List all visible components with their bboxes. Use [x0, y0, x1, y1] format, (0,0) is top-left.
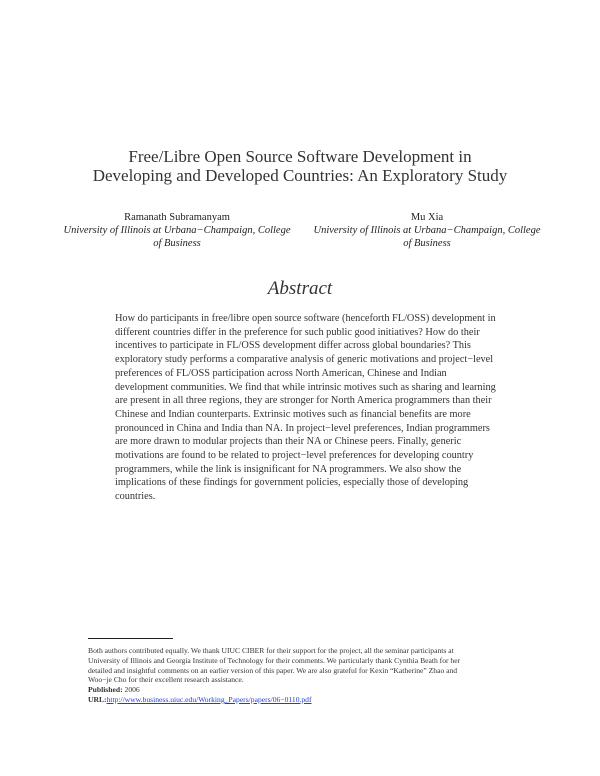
abstract-line: motivations are found to be related to project−level preferences for developing country [115, 450, 474, 462]
paper-url-link[interactable]: http://www.business.uiuc.edu/Working_Papers/papers/06−0110.pdf [106, 694, 312, 704]
abstract-line: development communities. We find that while intrinsic motives such as sharing and learning [115, 381, 496, 393]
abstract-line: different countries differ in the preference for such public good initiatives? How do their [115, 326, 480, 338]
author-affiliation: of Business [153, 238, 201, 249]
author-affiliation: University of Illinois at Urbana−Champaign, College [63, 225, 291, 236]
footnote-line: Woo−je Cho for their excellent research assistance. [88, 675, 244, 685]
published-label: Published: [88, 685, 123, 695]
url-line [88, 695, 528, 705]
footnote-line: University of Illinois and Georgia Institute of Technology for their comments. We particularly thank Cynthia Beath for her [88, 655, 461, 665]
footnote-line: Both authors contributed equally. We thank UIUC CIBER for their support for the project, all the seminar participants at [88, 646, 454, 655]
abstract-line: Chinese and Indian counterparts. Extrinsic motives such as financial benefits are more [115, 408, 471, 420]
footnote-divider [88, 638, 173, 639]
abstract-line: exploratory study performs a comparative analysis of generic motivations and project−level [115, 354, 494, 366]
abstract-body [115, 312, 495, 504]
abstract-line: implications of these findings for government policies, especially those of developing [115, 477, 469, 489]
url-label: URL: [88, 694, 107, 704]
paper-title [0, 147, 600, 185]
title-line: Free/Libre Open Source Software Development in [128, 147, 472, 166]
abstract-line: programmers, while the link is insignificant for NA programmers. We also show the [115, 463, 462, 475]
footnote [88, 646, 528, 705]
author-block [312, 211, 542, 250]
abstract-line: countries. [115, 491, 156, 503]
footnote-line: detailed and insightful comments on an earlier version of this paper. We are also grateful for Kexin “Katherine” Zhao and [88, 665, 458, 675]
author-name: Ramanath Subramanyam [124, 212, 230, 223]
author-affiliation: of Business [403, 238, 451, 249]
published-line [88, 685, 528, 695]
abstract-line: incentives to participate in FL/OSS development differ across global boundaries? This [115, 340, 471, 352]
author-name: Mu Xia [410, 212, 444, 223]
abstract-line: are present in all three regions, they are stronger for North America programmers than their [115, 395, 492, 407]
author-block [62, 211, 292, 250]
abstract-heading: Abstract [267, 278, 333, 299]
abstract-line: pronounced in China and India than NA. In project−level preferences, Indian programmers [115, 422, 490, 434]
author-affiliation: University of Illinois at Urbana−Champaign, College [313, 225, 541, 236]
abstract-line: How do participants in free/libre open source software (henceforth FL/OSS) development in [115, 313, 496, 324]
abstract-line: are more drawn to modular projects than their NA or Chinese peers. Finally, generic [115, 436, 462, 448]
abstract-line: preferences of FL/OSS participation across North American, Chinese and Indian [115, 367, 447, 379]
title-line: Developing and Developed Countries: An Exploratory Study [92, 166, 508, 185]
published-value: 2006 [124, 685, 140, 695]
